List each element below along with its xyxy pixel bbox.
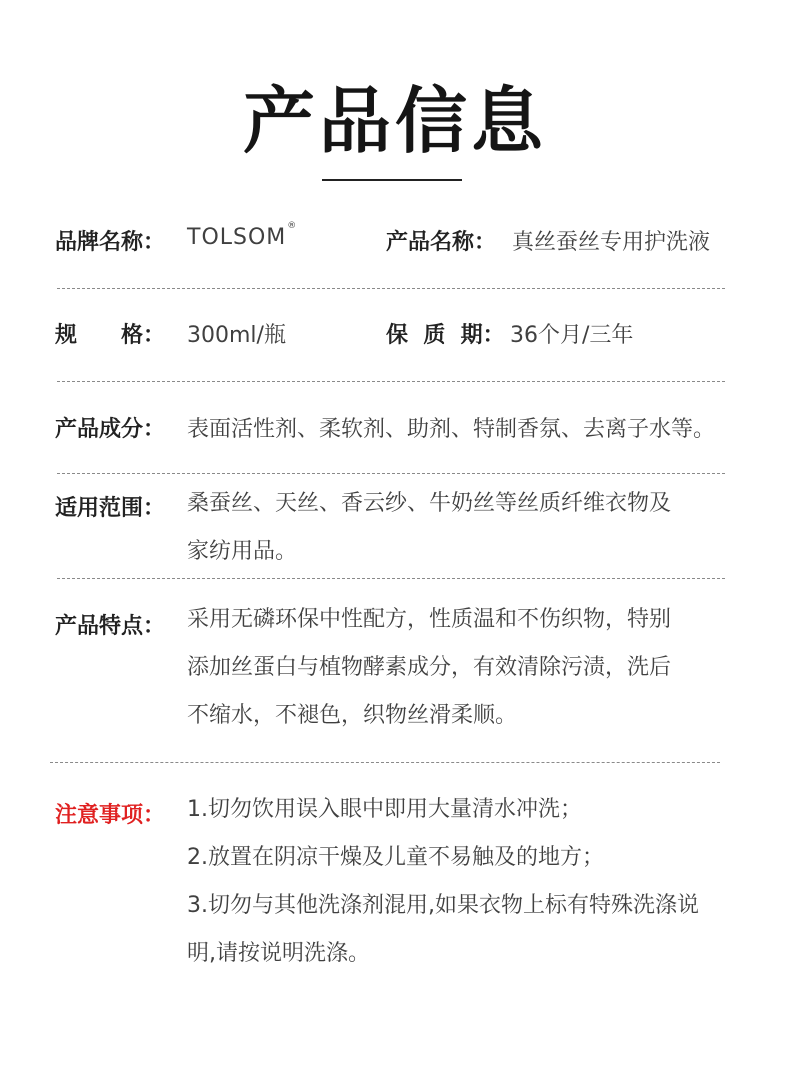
- row-brand-product: [55, 221, 745, 257]
- shelf-life-value: 36个月/三年: [510, 323, 634, 348]
- row-features: [55, 596, 745, 740]
- features-value: [187, 596, 747, 740]
- spec-value: 300ml/瓶: [187, 323, 286, 348]
- divider: [57, 288, 725, 289]
- product-name-label: 产品名称：: [386, 230, 497, 255]
- row-ingredients: [55, 412, 745, 444]
- notes-line: 明,请按说明洗涤。: [187, 941, 370, 966]
- features-line: 不缩水，不褪色，织物丝滑柔顺。: [187, 703, 518, 728]
- product-name-value: 真丝蚕丝专用护洗液: [512, 230, 711, 255]
- notes-line: 3.切勿与其他洗涤剂混用,如果衣物上标有特殊洗涤说: [187, 893, 699, 918]
- ingredients-value: 表面活性剂、柔软剂、助剂、特制香氛、去离子水等。: [187, 417, 716, 442]
- scope-line: 桑蚕丝、天丝、香云纱、牛奶丝等丝质纤维衣物及: [187, 491, 672, 516]
- row-scope: [55, 480, 745, 576]
- notes-line: 1.切勿饮用误入眼中即用大量清水冲洗；: [187, 797, 582, 822]
- scope-line: 家纺用品。: [187, 539, 298, 564]
- divider: [50, 762, 720, 763]
- title-underline: [322, 179, 462, 181]
- divider: [57, 578, 725, 579]
- shelf-life-label: 保 质 期：: [386, 323, 505, 348]
- page-title: 产品信息: [242, 79, 547, 163]
- features-line: 添加丝蛋白与植物酵素成分，有效清除污渍，洗后: [187, 655, 672, 680]
- features-line: 采用无磷环保中性配方，性质温和不伤织物，特别: [187, 607, 672, 632]
- ingredients-label: 产品成分：: [55, 417, 166, 442]
- divider: [57, 381, 725, 382]
- registered-mark: ®: [287, 221, 297, 231]
- notes-value: [187, 786, 747, 978]
- features-label: 产品特点：: [55, 614, 166, 639]
- notes-line: 2.放置在阴凉干燥及儿童不易触及的地方；: [187, 845, 604, 870]
- notes-label: 注意事项：: [55, 803, 166, 828]
- scope-label: 适用范围：: [55, 496, 166, 521]
- divider: [57, 473, 725, 474]
- row-spec-shelf: [55, 318, 745, 350]
- spec-label: 规 格：: [55, 323, 166, 348]
- row-notes: [55, 786, 745, 978]
- scope-value: [187, 480, 747, 576]
- brand-value: TOLSOM®: [187, 221, 297, 250]
- brand-label: 品牌名称：: [55, 230, 166, 255]
